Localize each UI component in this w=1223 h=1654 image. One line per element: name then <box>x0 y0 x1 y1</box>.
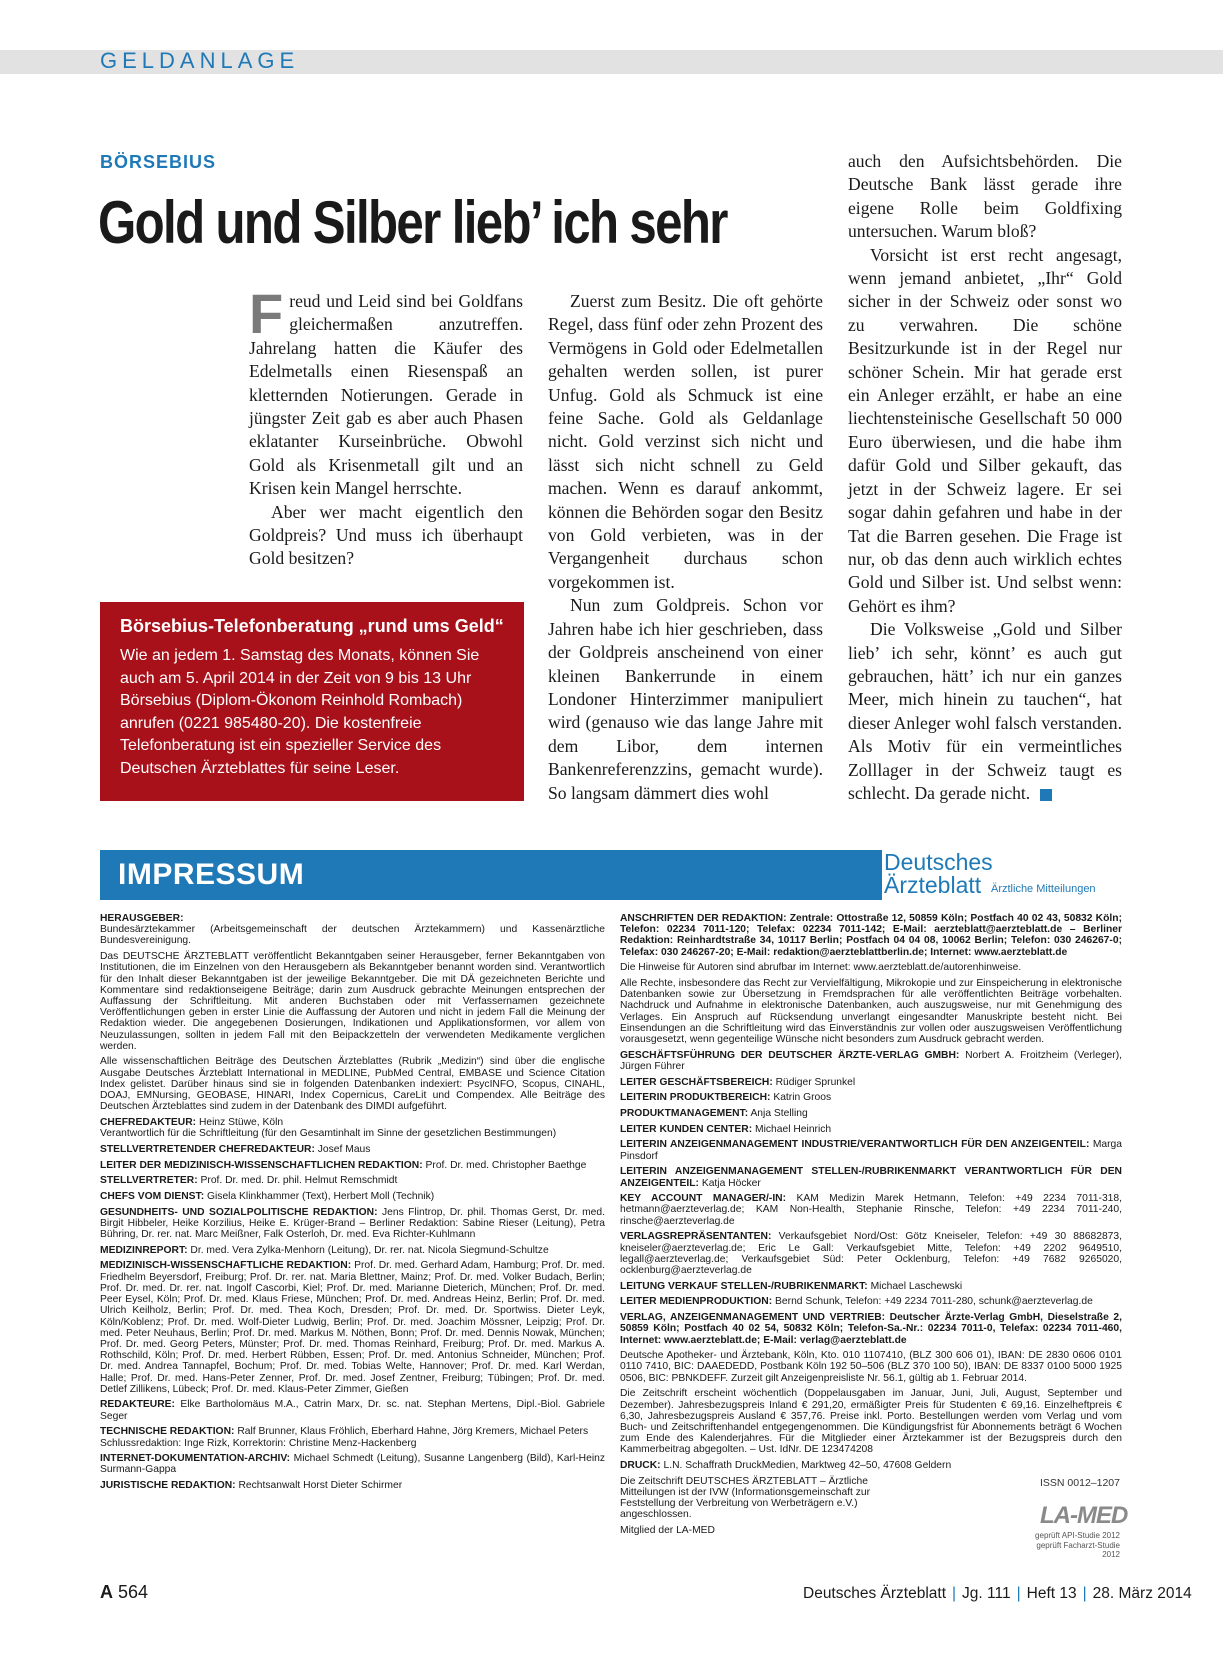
article-column-2 <box>548 290 823 805</box>
imp-entry: LEITER MEDIENPRODUKTION: Bernd Schunk, Telefon: +49 2234 7011-280, schunk@aerzteverlag.de <box>620 1296 1093 1308</box>
imp-entry: GESUNDHEITS- UND SOZIALPOLITISCHE REDAKTION: Jens Flintrop, Dr. phil. Thomas Gerst, Dr. med. Birgit Hibbeler, Heike Korzilius, Heike E. Krüger-Brand – Berliner Redaktion: Sabine Rieser (Leitung), Petra Bühring, Dr. rer. nat. Marc Meißner, Falk Osterloh, Dr. med. Eva Richter-Kuhlmann <box>100 1206 605 1241</box>
page-number: A 564 <box>100 1582 149 1602</box>
imp-entry: Das DEUTSCHE ÄRZTEBLATT veröffentlicht Bekanntgaben seiner Herausgeber, ferner Bekanntgaben von Institutionen, die im Einzelnen von den Herausgebern als Bekanntgeber benannt worden sind. Verantwortlich für den Inhalt dieser Bekanntgaben ist der jeweilige Bekanntgeber. Die mit DÄ gezeichneten Berichte und Kommentare sind redaktionseigene Beiträge; darin zum Ausdruck gebrachte Meinungen entsprechen der Auffassung der Schriftleitung. Mit anderen Buchstaben oder mit Verfassernamen gezeichnete Veröffentlichungen geben in erster Linie die Auffassung der Autoren und nicht in jedem Fall die Meinung der Redaktion wieder. Die angegebenen Dosierungen, Indikationen und Applikationsformen, vor allem von Neuzulassungen, sollten in jedem Fall mit den Beipackzetteln der verwendeten Medikamente verglichen werden. <box>100 951 605 1052</box>
section-label: GELDANLAGE <box>100 48 300 73</box>
info-box-title: Börsebius-Telefonberatung „rund ums Geld“ <box>120 616 504 636</box>
article-paragraph: Vorsicht ist erst recht angesagt, wenn jemand anbietet, „Ihr“ Gold sicher in der Schweiz oder sonst wo zu verwahren. Die schöne Besitzurkunde ist in der Regel nur schöner Schein. Mir hat gerade erst ein Anleger erzählt, er habe an eine liechtensteinische Gesellschaft 50 000 Euro überwiesen, und die habe ihm dafür Gold und Silber gekauft, das jetzt in der Schweiz lagere. Er sei sogar dahin gefahren und habe in der Tat die Barren gesehen. Die Frage ist nur, ob das denn auch wirklich echtes Gold und Silber ist. Und selbst wenn: Gehört es ihm? <box>848 244 1122 616</box>
imp-entry: TECHNISCHE REDAKTION: Ralf Brunner, Klaus Fröhlich, Eberhard Hahne, Jörg Kremers, Michael Peters Schlussredaktion: Inge Rizk, Korrektorin: Christine Menz-Hackenberg <box>100 1426 589 1449</box>
imp-entry: GESCHÄFTSFÜHRUNG DER DEUTSCHER ÄRZTE-VERLAG GMBH: Norbert A. Froitzheim (Verleger), Jürgen Führer <box>620 1049 1122 1072</box>
la-med-note: geprüft API-Studie 2012 <box>1035 1531 1120 1540</box>
imp-entry: VERLAGSREPRÄSENTANTEN: Verkaufsgebiet Nord/Ost: Götz Kneiseler, Telefon: +49 30 88682873, kneiseler@aerzteverlag.de; Eric Le Gall: Verkaufsgebiet Mitte, Telefon: +49 2202 9649510, legall@aerzteverlag.de; Verkaufsgebiet Süd: Peter Ocklenburg, Telefon: +49 7682 9265020, ocklenburg@aerzteverlag.de <box>620 1231 1122 1276</box>
imp-entry: ANSCHRIFTEN DER REDAKTION: Zentrale: Ottostraße 12, 50859 Köln; Postfach 40 02 43, 50832 Köln; Telefon: 02234 7011-120; Telefax: 02234 7011-142; E-Mail: aerzteblatt@aerzteblatt.de – Berliner Redaktion: Reinhardtstraße 34, 10117 Berlin; Postfach 04 04 08, 10062 Berlin; Telefon: 030 246267-0; Telefax: 030 246267-20; E-Mail: redaktion@aerzteblattberlin.de; Internet: www.aerzteblatt.de <box>620 913 1122 958</box>
la-med-logo: LA-MED <box>1040 1502 1128 1529</box>
imp-entry: CHEFREDAKTEUR: Heinz Stüwe, Köln Verantwortlich für die Schriftleitung (für den Gesamtinhalt im Sinne der gesetzlichen Bestimmungen) <box>100 1116 557 1140</box>
impressum-title: IMPRESSUM <box>118 858 305 891</box>
imp-entry: VERLAG, ANZEIGENMANAGEMENT UND VERTRIEB: Deutscher Ärzte-Verlag GmbH, Dieselstraße 2, 50859 Köln; Postfach 40 02 54, 50832 Köln; Telefon-Sa.-Nr.: 02234 7011-0, Telefax: 02234 7011-460, Internet: www.aerzteblatt.de; E-Mail: verlag@aerzteblatt.de <box>620 1312 1122 1346</box>
article-paragraph: Aber wer macht eigentlich den Goldpreis? Und muss ich überhaupt Gold besitzen? <box>249 501 523 569</box>
imp-entry: HERAUSGEBER: Bundesärztekammer (Arbeitsgemeinschaft der deutschen Ärztekammern) und Kassenärztliche Bundesvereinigung. <box>100 913 605 947</box>
imp-entry: STELLVERTRETENDER CHEFREDAKTEUR: Josef Maus <box>100 1143 371 1155</box>
imp-entry: INTERNET-DOKUMENTATION-ARCHIV: Michael Schmedt (Leitung), Susanne Langenberg (Bild), Karl-Heinz Surmann-Gappa <box>100 1453 605 1476</box>
info-box <box>100 602 524 801</box>
journal-logo-line2: Ärzteblatt <box>884 872 982 898</box>
imp-entry: CHEFS VOM DIENST: Gisela Klinkhammer (Text), Herbert Moll (Technik) <box>100 1190 435 1202</box>
issn: ISSN 0012–1207 <box>1040 1477 1120 1489</box>
article-headline: Gold und Silber lieb’ ich sehr <box>98 189 727 256</box>
journal-logo-subtitle: Ärztliche Mitteilungen <box>991 883 1096 895</box>
article-paragraph: Die Volksweise „Gold und Silber lieb’ ich sehr, könnt’ es auch gut gebrauchen, hätt’ ich nur ein ganzes Meer, mich hinein zu tauchen“, hat dieser Anleger wohl falsch verstanden. Als Motiv für ein vermeintliches Zolllager in der Schweiz taugt es schlecht. Da gerade nicht. <box>848 619 1122 803</box>
imp-entry: KEY ACCOUNT MANAGER/-IN: KAM Medizin Marek Hetmann, Telefon: +49 2234 7011-318, hetmann@aerzteverlag.de; KAM Non-Health, Stephanie Rinsche, Telefon: +49 2234 7011-240, rinsche@aerzteverlag.de <box>620 1193 1122 1227</box>
imp-entry: MEDIZINISCH-WISSENSCHAFTLICHE REDAKTION: Prof. Dr. med. Gerhard Adam, Hamburg; Prof. Dr. med. Friedhelm Beyersdorf, Freiburg; Prof. Dr. rer. nat. Maria Blettner, Mainz; Prof. Dr. med. Volker Budach, Berlin; Prof. Dr. med. Dr. rer. nat. Ingolf Cascorbi, Kiel; Prof. Dr. med. Marianne Dieterich, München; Prof. Dr. med. Peer Eysel, Köln; Prof. Dr. med. Klaus Friese, München; Prof. Dr. med. Andreas Heinz, Berlin; Prof. Dr. med. Ulrich Keilholz, Berlin; Prof. Dr. med. Thea Koch, Dresden; Prof. Dr. med. Dr. Sportwiss. Dieter Leyk, Köln/Koblenz; Prof. Dr. med. Wolf-Dieter Ludwig, Berlin; Prof. Dr. med. Joachim Mössner, Leipzig; Prof. Dr. med. Peter Neuhaus, Berlin; Prof. Dr. med. Markus M. Nöthen, Bonn; Prof. Dr. med. Dennis Nowak, München; Prof. Dr. med. Georg Peters, Münster; Prof. Dr. med. Thomas Reinhard, Freiburg; Prof. Dr. med. Markus A. Rothschild, Köln; Prof. Dr. med. Herbert Rübben, Essen; Prof. Dr. med. Antonius Schneider, München; Prof. Dr. med. Andrea Tannapfel, Bochum; Prof. Dr. med. Tobias Welte, Hannover; Prof. Dr. med. Karl Werdan, Halle; Prof. Dr. med. Hans-Peter Zenner, Prof. Dr. med. Josef Zentner, Freiburg; Tübingen; Prof. Dr. med. Detlef Zillikens, Lübeck; Prof. Dr. med. Klaus-Peter Zimmer, Gießen <box>100 1260 606 1395</box>
imp-entry: STELLVERTRETER: Prof. Dr. med. Dr. phil. Helmut Remschmidt <box>100 1175 398 1187</box>
footer-info: Deutsches Ärzteblatt | Jg. 111 | Heft 13 | 28. März 2014 <box>803 1585 1192 1602</box>
imp-entry: JURISTISCHE REDAKTION: Rechtsanwalt Horst Dieter Schirmer <box>100 1480 403 1492</box>
imp-entry: PRODUKTMANAGEMENT: Anja Stelling <box>620 1108 808 1120</box>
article-paragraph: Nun zum Goldpreis. Schon vor Jahren habe ich hier geschrieben, dass der Goldpreis anscheinend von einer kleinen Bankerrunde in einem Londoner Hinterzimmer manipuliert wird (genauso wie das lange Jahre mit dem Libor, dem internen Bankenreferenzzins, gemacht wurde). So langsam dämmert dies wohl <box>548 595 823 803</box>
impressum-right-column <box>620 913 1122 1541</box>
end-mark-icon <box>1040 789 1052 801</box>
imp-entry: LEITUNG VERKAUF STELLEN-/RUBRIKENMARKT: Michael Laschewski <box>620 1280 963 1292</box>
imp-entry: LEITERIN PRODUKTBEREICH: Katrin Groos <box>620 1092 832 1104</box>
article-column-3 <box>848 150 1122 805</box>
imp-entry: Die Zeitschrift erscheint wöchentlich (Doppelausgaben im Januar, Juni, Juli, August, September und Dezember). Jahresbezugspreis Inland € 291,20, ermäßigter Preis für Studenten € 69,16. Einzelheftpreis € 6,30, Jahresbezugspreis Ausland € 357,76. Preise inkl. Porto. Bestellungen werden vom Verlag und vom Buch- und Zeitschriftenhandel entgegengenommen. Die Kündigungsfrist für Abonnements beträgt 6 Wochen zum Ende des Kalenderjahres. Für die Mitglieder einer Ärztekammer ist der Bezugspreis durch den Kammerbeitrag abgegolten. – Ust. IdNr. DE 123474208 <box>620 1388 1122 1456</box>
imp-entry: Alle wissenschaftlichen Beiträge des Deutschen Ärzteblattes (Rubrik „Medizin“) sind über die englische Ausgabe Deutsches Ärzteblatt International in MEDLINE, PubMed Central, EMBASE und Science Citation Index gelistet. Darüber hinaus sind sie in folgenden Datenbanken indexiert: PsycINFO, Scopus, CINAHL, DOAJ, EMNursing, GEOBASE, HINARI, Index Copernicus, CareLit und Compendex. Alle Beiträge des Deutschen Ärzteblattes sind zudem in der Datenbank des DIMDI aufgeführt. <box>100 1056 605 1113</box>
article-paragraph: Freud und Leid sind bei Goldfans gleichermaßen anzutreffen. Jahrelang hatten die Käufer des Edelmetalls einen Riesenspaß an kletternden Notierungen. Gerade in jüngster Zeit gab es aber auch Phasen eklatanter Kurseinbrüche. Obwohl Gold als Krisenmetall gilt und an Krisen kein Mangel herrschte. <box>249 282 523 499</box>
imp-entry: LEITER GESCHÄFTSBEREICH: Rüdiger Sprunkel <box>620 1076 856 1088</box>
article-paragraph: Zuerst zum Besitz. Die oft gehörte Regel, dass fünf oder zehn Prozent des Vermögens in Gold oder Edelmetallen gehalten werden sollen, ist purer Unfug. Gold als Schmuck ist eine feine Sache. Gold als Geldanlage nicht. Gold verzinst sich nicht und lässt sich nicht schnell zu Geld machen. Wenn es darauf ankommt, können die Behörden sogar den Besitz von Gold verbieten, was in der Vergangenheit durchaus schon vorgekommen ist. <box>548 291 823 592</box>
article-column-1 <box>249 282 523 571</box>
imp-entry: LEITERIN ANZEIGENMANAGEMENT INDUSTRIE/VERANTWORTLICH FÜR DEN ANZEIGENTEIL: Marga Pinsdorf <box>620 1139 1122 1162</box>
info-box-text: Wie an jedem 1. Samstag des Monats, können Sie auch am 5. April 2014 in der Zeit von 9 bis 13 Uhr Börsebius (Diplom-Ökonom Reinhold Rombach) anrufen (0221 985480-20). Die kostenfreie Telefonberatung ist ein spezieller Service des Deutschen Ärzteblattes für seine Leser. <box>120 647 480 777</box>
imp-entry: LEITER KUNDEN CENTER: Michael Heinrich <box>620 1123 832 1135</box>
imp-entry: DRUCK: L.N. Schaffrath DruckMedien, Marktweg 42–50, 47608 Geldern <box>620 1460 952 1472</box>
imp-entry: Deutsche Apotheker- und Ärztebank, Köln, Kto. 010 1107410, (BLZ 300 606 01), IBAN: DE 2830 0606 0101 0110 7410, BIC: DAAEDEDD, Postbank Köln 192 50–506 (BLZ 370 100 50), IBAN: DE 8337 0100 5000 1925 0506, BIC: PBNKDEFF. Zurzeit gilt Anzeigenpreisliste Nr. 56.1, gültig ab 1. Februar 2014. <box>620 1350 1122 1384</box>
imp-entry: MEDIZINREPORT: Dr. med. Vera Zylka-Menhorn (Leitung), Dr. rer. nat. Nicola Siegmund-Schultze <box>100 1244 549 1256</box>
impressum-left-column <box>100 913 605 1496</box>
imp-entry: Alle Rechte, insbesondere das Recht zur Vervielfältigung, Mikrokopie und zur Einspeicherung in elektronische Datenbanken sowie zur Übersetzung in Fremdsprachen für alle veröffentlichten Beiträge vorbehalten. Nachdruck und Aufnahme in elektronische Datenbanken, auch auszugsweise, nur mit Genehmigung des Verlages. Ein Anspruch auf Rücksendung unverlangt eingesandter Manuskripte besteht nicht. Bei Einsendungen an die Schriftleitung wird das Einverständnis zur vollen oder auszugsweisen Veröffentlichung vorausgesetzt, wenn gegenteilige Wünsche nicht besonders zum Ausdruck gebracht werden. <box>620 978 1122 1046</box>
imp-entry: Die Hinweise für Autoren sind abrufbar im Internet: www.aerzteblatt.de/autorenhinweise. <box>620 962 1022 974</box>
imp-entry: Die Zeitschrift DEUTSCHES ÄRZTEBLATT – Ärztliche Mitteilungen ist der IVW (Informationsgemeinschaft zur Feststellung der Verbreitung von Werbeträgern e.V.) angeschlossen. <box>620 1475 871 1521</box>
journal-logo-line1: Deutsches <box>884 849 993 875</box>
drop-cap: F <box>249 282 284 345</box>
imp-entry: Mitglied der LA-MED <box>620 1525 715 1537</box>
imp-entry: LEITERIN ANZEIGENMANAGEMENT STELLEN-/RUBRIKENMARKT VERANTWORTLICH FÜR DEN ANZEIGENTEIL: Katja Höcker <box>620 1166 1122 1189</box>
article-kicker: BÖRSEBIUS <box>100 152 217 172</box>
la-med-note: geprüft Facharzt-Studie 2012 <box>1036 1541 1120 1559</box>
imp-entry: LEITER DER MEDIZINISCH-WISSENSCHAFTLICHEN REDAKTION: Prof. Dr. med. Christopher Baethge <box>100 1159 587 1171</box>
article-paragraph: auch den Aufsichtsbehörden. Die Deutsche Bank lässt gerade ihre eigene Rolle beim Goldfixing untersuchen. Warum bloß? <box>848 151 1122 242</box>
imp-entry: REDAKTEURE: Elke Bartholomäus M.A., Catrin Marx, Dr. sc. nat. Stephan Mertens, Dipl.-Biol. Gabriele Seger <box>100 1399 605 1422</box>
